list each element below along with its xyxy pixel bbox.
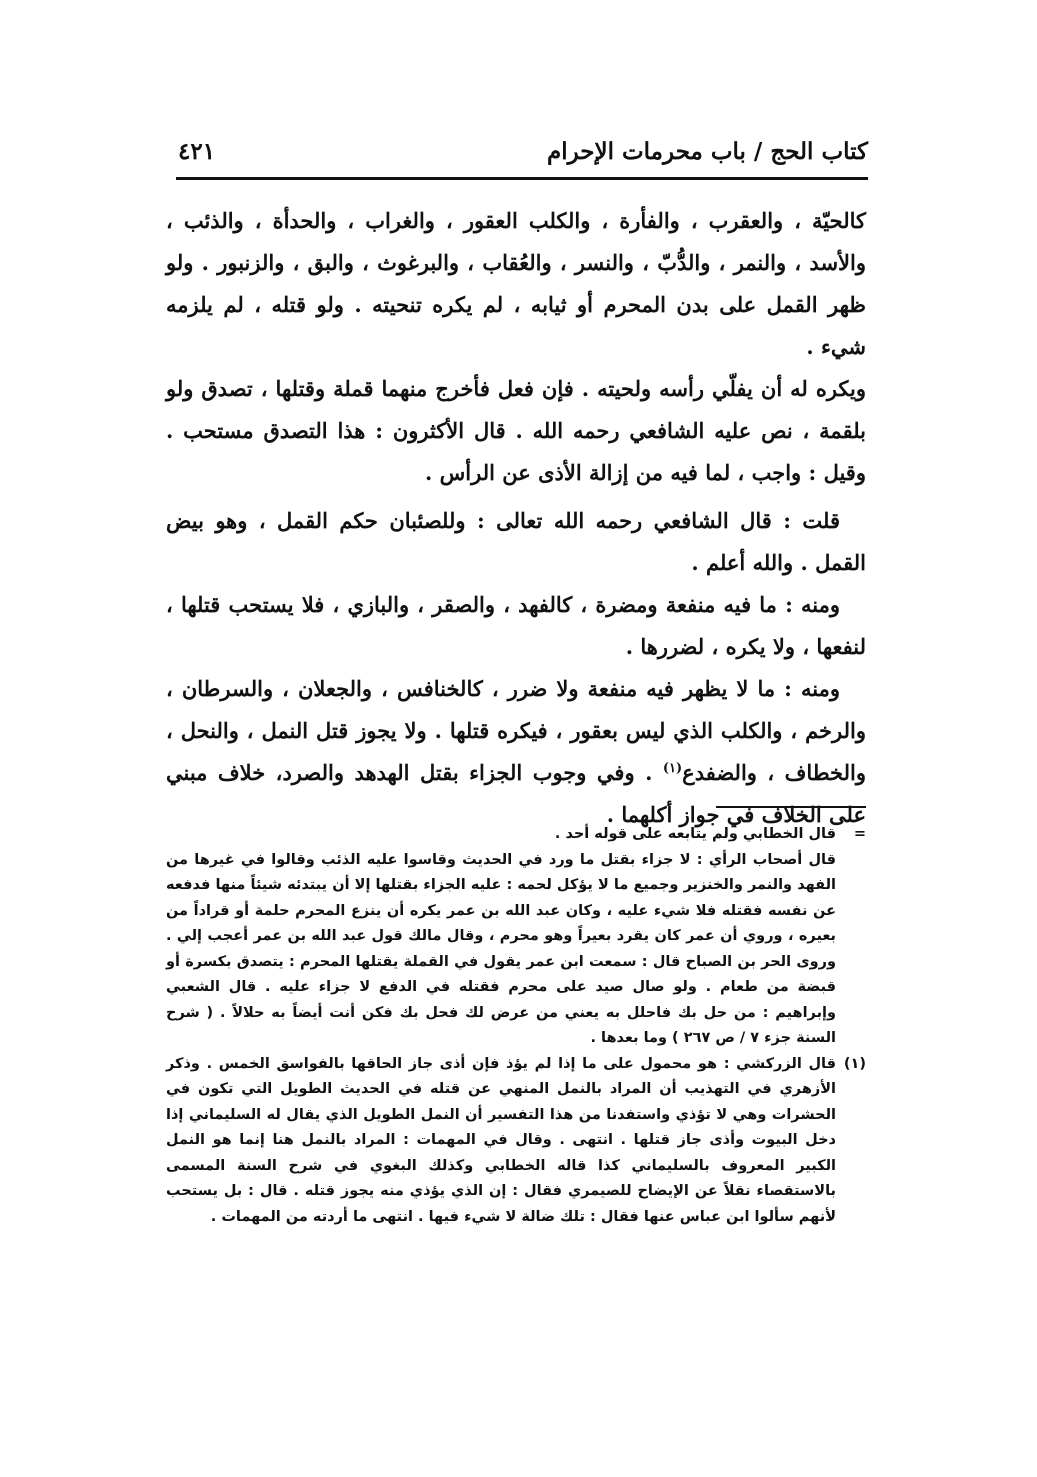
footnote-divider: [716, 806, 866, 808]
paragraph-1b: ويكره له أن يفلّي رأسه ولحيته . فإن فعل فأخرج منهما قملة وقتلها ، تصدق ولو بلقمة ، نص عليه الشافعي رحمه الله . قال الأكثرون : هذا التصدق مستحب . وقيل : واجب ، لما فيه من إزالة الأذى عن الرأس .: [166, 376, 866, 485]
paragraph-3: ومنه : ما فيه منفعة ومضرة ، كالفهد ، والصقر ، والبازي ، فلا يستحب قتلها ، لنفعها ، ولا يكره ، لضررها .: [166, 592, 866, 659]
paragraph-4-end: . وفي وجوب الجزاء بقتل الهدهد والصرد، خلاف مبني على الخلاف في جواز أكلهما .: [166, 760, 866, 827]
paragraph-2: قلت : قال الشافعي رحمه الله تعالى : وللصئبان حكم القمل ، وهو بيض القمل . والله أعلم .: [166, 508, 866, 575]
footnote-1: [166, 1052, 866, 1231]
footnote-1-marker: (١): [843, 1055, 866, 1072]
continuation-marker: =: [853, 826, 866, 842]
paragraph-1a: كالحيّة ، والعقرب ، والفأرة ، والكلب العقور ، والغراب ، والحدأة ، والذئب ، والأسد ، والنمر ، والدُّبّ ، والنسر ، والعُقاب ، والبرغوث ، والبق ، والزنبور . ولو ظهر القمل على بدن المحرم أو ثيابه ، لم يكره تنحيته . ولو قتله ، لم يلزمه شيء .: [166, 208, 866, 359]
main-text: [166, 200, 866, 836]
paragraph-4: [166, 668, 866, 836]
page-number: ٤٢١: [178, 138, 216, 165]
footnotes: [166, 822, 866, 1230]
footnote-reference[interactable]: (١): [662, 761, 683, 776]
paragraph-4-start: ومنه : ما لا يظهر فيه منفعة ولا ضرر ، كالخنافس ، والجعلان ، والسرطان ، والرخم ، والكلب الذي ليس بعقور ، فيكره قتلها . ولا يجوز قتل النمل ، والنحل ، والخطاف ، والضفدع: [166, 676, 866, 785]
footnote-1-text: قال الزركشي : هو محمول على ما إذا لم يؤذ فإن أذى جاز الحاقها بالفواسق الخمس . وذكر الأزهري في التهذيب أن المراد بالنمل المنهي عن قتله في الحديث الطويل التي تكون في الحشرات وهي لا تؤذي واستفدنا من هذا التفسير أن النمل الطويل الذي يقال له السليماني إذا دخل البيوت وأذى جاز قتلها . انتهى . وقال في المهمات : المراد بالنمل هنا إنما هو النمل الكبير المعروف بالسليماني كذا قاله الخطابي وكذلك البغوي في شرح السنة المسمى بالاستقصاء نقلاً عن الإيضاح للصيمري فقال : إن الذي يؤذي منه يجوز قتله . قال : بل يستحب لأنهم سألوا ابن عباس عنها فقال : تلك ضالة لا شيء فيها . انتهى ما أردته من المهمات .: [166, 1055, 836, 1225]
running-header: [176, 138, 868, 178]
footnote-continuation-line-2: قال أصحاب الرأي : لا جزاء بقتل ما ورد في الحديث وقاسوا عليه الذئب وقالوا في غيرها من الفهد والنمر والخنزير وجميع ما لا يؤكل لحمه : عليه الجزاء بقتلها إلا أن يبتدئه شيئاً منها فدفعه عن نفسه فقتله فلا شيء عليه ، وكان عبد الله بن عمر يكره أن ينزع المحرم حلمة أو قراداً من بعيره ، وروي أن عمر كان يقرد بعيراً وهو محرم ، وقال مالك قول عبد الله بن عمر أعجب إلي . وروى الحر بن الصباح قال : سمعت ابن عمر يقول في القملة يقتلها المحرم : يتصدق بكسرة أو قبضة من طعام . ولو صال صيد على محرم فقتله في الدفع لا جزاء عليه . قال الشعبي وإبراهيم : من حل بك فاحلل به يعني من عرض لك فحل بك فكن أنت أيضاً به حلالاً . ( شرح السنة جزء ٧ / ص ٢٦٧ ) وما بعدها .: [166, 851, 836, 1046]
header-divider: [176, 177, 868, 180]
footnote-continuation: [166, 822, 866, 1052]
chapter-title: كتاب الحج / باب محرمات الإحرام: [546, 138, 868, 165]
footnote-continuation-line-1: قال الخطابي ولم يتابعه على قوله أحد .: [554, 826, 836, 842]
